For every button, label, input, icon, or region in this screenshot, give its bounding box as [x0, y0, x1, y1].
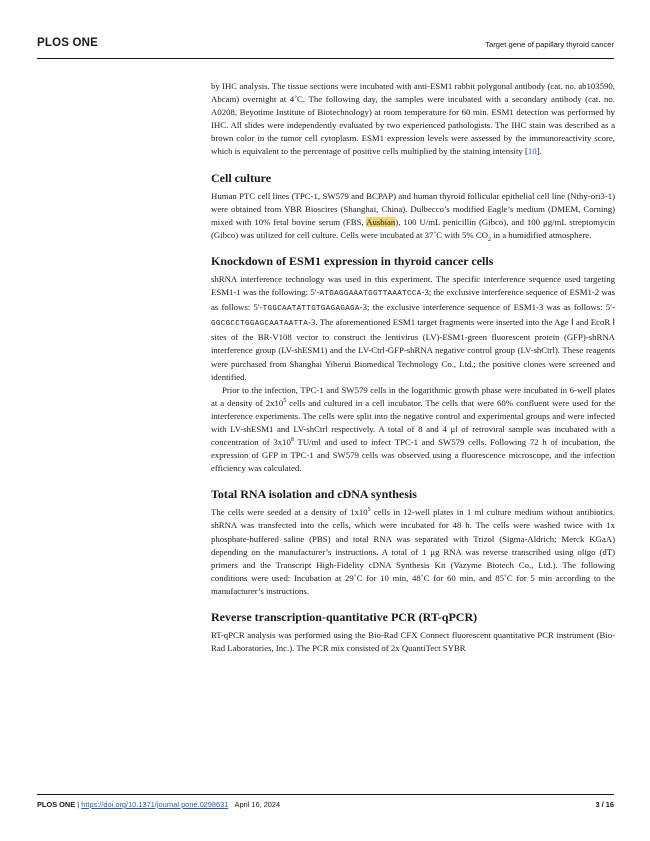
- article-body: [211, 80, 615, 655]
- cell-culture-paragraph: Human PTC cell lines (TPC-1, SW579 and BCPAP) and human thyroid follicular epithelial cell line (Nthy-ori3-1) were obtained from YBR Bioscires (Shanghai, China). Dulbecco’s modified Eagle’s medium (DMEM, Corning) mixed with 10% fetal bovine serum (FBS, Ausbian), 100 U/mL penicillin (Gibco), and 100 μg/mL streptomycin (Gibco) was utilized for cell culture. Cells were incubated at 37˚C with 5% $CO_2$ in a humidified atmosphere.: [211, 190, 615, 243]
- sequence-esm1-2: TGGCAATATTGTGAGAGAGA: [262, 305, 360, 314]
- ihc-paragraph: by IHC analysis. The tissue sections were incubated with anti-ESM1 rabbit polygonal antibody (cat. no. ab103590, Abcam) overnight at 4˚C. The following day, the samples were incubated with a secondary antibody (cat. no. A0208, Beyotime Institute of Biotechnology) at room temperature for 60 min. ESM1 detection was performed by IHC. All slides were independently evaluated by two experienced pathologists. The IHC stain was described as a brown color in the tumor cell cytoplasm. ESM1 expression levels were assessed by the immunoreactivity score, which is equivalent to the percentage of positive cells multiplied by the staining intensity [10].: [211, 81, 615, 157]
- doi-link[interactable]: https://doi.org/10.1371/journal.pone.0298631: [81, 800, 229, 809]
- sequence-esm1-3: GGCGCCTGGAGCAATAATTA: [211, 320, 309, 329]
- section-rna-isolation: [211, 487, 615, 598]
- footer-journal: PLOS ONE: [37, 800, 76, 809]
- section-cell-culture: [211, 171, 615, 242]
- sequence-esm1-1: ATGAGGAAATGGTTAAATCCA: [319, 290, 422, 299]
- section-heading: Total RNA isolation and cDNA synthesis: [211, 487, 417, 502]
- knockdown-paragraph-1: shRNA interference technology was used in this experiment. The specific interference sequence used targeting ESM1-1 was the following: 5′-ATGAGGAAATGGTTAAATCCA-3; the exclusive interference sequence of ESM1-2 was as follows: 5′-TGGCAATATTGTGAGAGAGA-3; the exclusive interference sequence of ESM1-3 was as follows: 5′-GGCGCCTGGAGCAATAATTA-3. The aforementioned ESM1 target fragments were inserted into the Age Ⅰ and EcoR Ⅰ sites of the BR-V108 vector to construct the lentivirus (LV)-ESM1-green fluorescent protein (GFP)-shRNA interference group (LV-shESM1) and the LV-Ctrl-GFP-shRNA negative control group (LV-shCtrl). These reagents were purchased from Shanghai Yiberui Biomedical Technology Co., Ltd.; the positive clones were screened and identified.: [211, 273, 615, 382]
- section-knockdown: [211, 254, 615, 475]
- knockdown-paragraph-2: Prior to the infection, TPC-1 and SW579 cells in the logarithmic growth phase were incubated in 6-well plates at a density of $2x10^5$ cells and cultured in a cell incubator. The cells that were 60% confluent were used for the interference experiments. The cells were split into the negative control and experimental groups and were infected with LV-shESM1 and LV-shCtrl respectively. A total of 8 and 4 μl of retroviral sample was incubated with a concentration of $3x10^8$ TU/ml and used to infect TPC-1 and SW579 cells. Following 72 h of incubation, the expression of GFP in TPC-1 and SW579 cells was observed using a fluorescence microscope, and the infection efficiency was calculated.: [211, 384, 616, 474]
- highlighted-text: Ausbian: [366, 216, 396, 227]
- section-heading: Knockdown of ESM1 expression in thyroid cancer cells: [211, 253, 494, 268]
- page-number: 3 / 16: [595, 800, 614, 809]
- section-heading: Reverse transcription-quantitative PCR (RT-qPCR): [211, 610, 478, 624]
- rt-qpcr-paragraph: RT-qPCR analysis was performed using the Bio-Rad CFX Connect fluorescent quantitative PCR instrument (Bio-Rad Laboratories, Inc.). The PCR mix consisted of 2x QuantiTect SYBR: [211, 630, 615, 654]
- reference-link[interactable]: 10: [527, 146, 537, 157]
- footer-citation: PLOS ONE | https://doi.org/10.1371/journal.pone.0298631 April 16, 2024: [37, 800, 281, 809]
- journal-name: PLOS ONE: [37, 37, 99, 49]
- publication-date: April 16, 2024: [234, 800, 281, 809]
- section-rt-qpcr: [211, 610, 615, 655]
- running-title: Target gene of papillary thyroid cancer: [485, 40, 614, 49]
- footer-rule: [37, 794, 614, 795]
- section-heading: Cell culture: [211, 170, 272, 185]
- header-rule: [37, 58, 614, 59]
- rna-paragraph: The cells were seeded at a density of $1x10^5$ cells in 12-well plates in 1 ml culture medium without antibiotics. shRNA was transfected into the cells, which were incubated for 48 h. The cells were washed twice with 1x phosphate-buffered saline (PBS) and total RNA was separated with Trizol (Sigma-Aldrich; Merck KGaA) depending on the manufacturer’s instructions. A total of 1 μg RNA was reverse transcribed using oligo (dT) primers and the Transcript High-Fidelity cDNA Synthesis Kit (Vazyme Biotech Co., Ltd.). The following conditions were used: Incubation at 29˚C for 10 min, 48˚C for 60 min, and 85˚C for 5 min according to the manufacturer’s instructions.: [211, 507, 615, 596]
